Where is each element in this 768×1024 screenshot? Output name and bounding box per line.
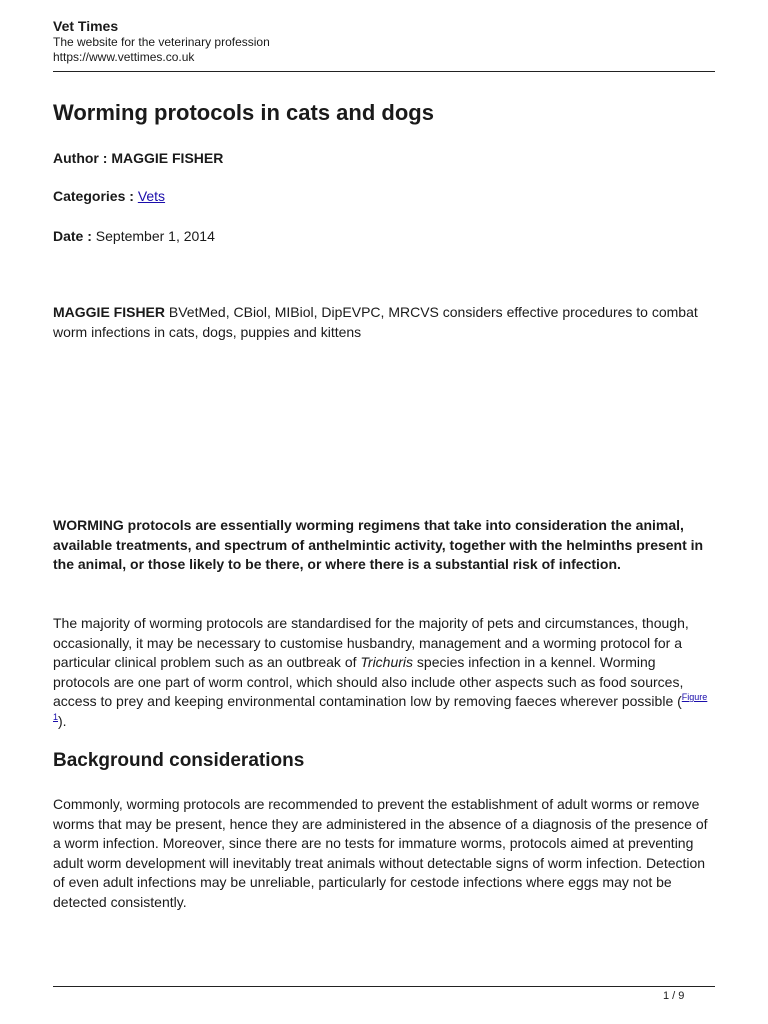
category-link-vets[interactable]: Vets — [137, 188, 166, 204]
site-name: Vet Times — [53, 18, 119, 34]
body-paragraph-1 — [53, 614, 715, 731]
intro-paragraph — [53, 303, 715, 342]
site-header — [53, 18, 715, 65]
intro-author-name: MAGGIE FISHER — [53, 304, 166, 320]
date-label: Date : — [53, 228, 92, 244]
page-number: 1 / 9 — [663, 990, 685, 1002]
document-page — [53, 0, 715, 1024]
paragraph-1-part-1: The majority of worming protocols are standardised for the majority of pets and circumstances, though, occasionally, it may be necessary to customise husbandry, management and a worming protocol for a particular clinical problem such as an outbreak of — [53, 615, 689, 670]
date-line — [53, 227, 215, 245]
article-title: Worming protocols in cats and dogs — [53, 100, 434, 125]
author-name: MAGGIE FISHER — [111, 150, 224, 166]
paragraph-1-part-2: species infection in a kennel. Worming protocols are one part of worm control, which should also include other aspects such as food sources, access to prey and keeping environmental contamination low by removing faeces wherever possible ( — [53, 654, 684, 709]
categories-line — [53, 187, 165, 205]
trichuris-italic: Trichuris — [360, 654, 414, 670]
header-divider — [53, 71, 715, 72]
author-line — [53, 149, 223, 167]
intro-text: BVetMed, CBiol, MIBiol, DipEVPC, MRCVS considers effective procedures to combat worm infections in cats, dogs, puppies and kittens — [53, 304, 698, 340]
footer-divider — [53, 986, 715, 987]
figure-1-link[interactable]: Figure 1 — [53, 692, 708, 722]
lead-paragraph: WORMING protocols are essentially worming regimens that take into consideration the animal, available treatments, and spectrum of anthelmintic activity, together with the helminths present in the animal, or those likely to be there, or where there is a substantial risk of infection. — [53, 517, 704, 572]
site-tagline: The website for the veterinary profession — [53, 35, 270, 49]
publish-date: September 1, 2014 — [95, 228, 215, 244]
categories-label: Categories : — [53, 188, 134, 204]
section-heading-background: Background considerations — [53, 750, 305, 771]
paragraph-1-end: ). — [58, 712, 67, 729]
body-paragraph-2: Commonly, worming protocols are recommended to prevent the establishment of adult worms or remove worms that may be present, hence they are administered in the absence of a diagnosis of the presence of a worm infection. Moreover, since there are no tests for immature worms, protocols aimed at preventing adult worm development will inevitably treat animals without detectable signs of worm infection. Detection of even adult infections may be unreliable, particularly for cestode infections where eggs may not be detected consistently. — [53, 796, 708, 910]
site-url: https://www.vettimes.co.uk — [53, 50, 195, 64]
author-label: Author : — [53, 150, 108, 166]
